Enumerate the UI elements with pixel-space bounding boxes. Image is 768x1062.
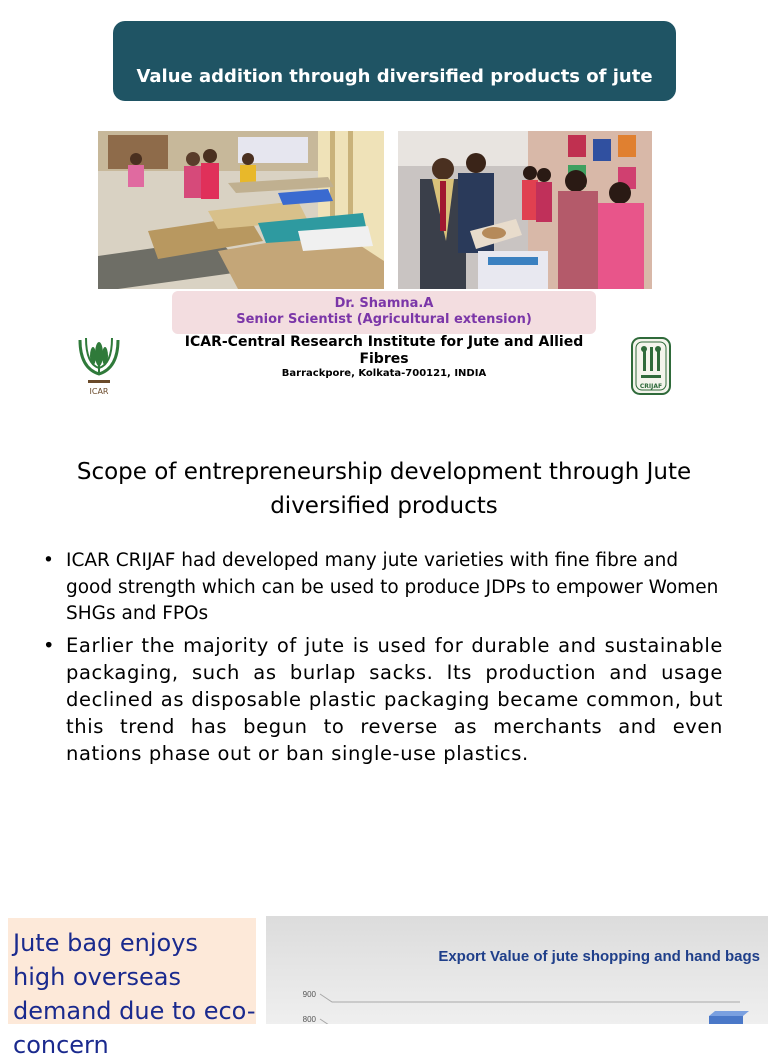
export-chart <box>266 916 768 1024</box>
y-tick-label: 900 <box>302 990 316 999</box>
gridline <box>320 994 740 1002</box>
bullet-item <box>40 548 723 628</box>
jute-products-photo <box>98 131 384 289</box>
bullet-text: Earlier the majority of jute is used for durable and sustainable packaging, such as burlap sacks. Its production and usage declined as disposable plastic packaging became common, but this trend has begun to reverse as merchants and even nations phase out or ban single-use plastics. <box>66 633 723 765</box>
bullet-text: ICAR CRIJAF had developed many jute varieties with fine fibre and good strength which can be used to produce JDPs to empower Women SHGs and FPOs <box>66 550 719 624</box>
bullet-list <box>40 548 723 767</box>
bullet-dot: • <box>43 550 54 571</box>
bullet-item <box>40 632 723 767</box>
author-box <box>172 291 596 334</box>
section-heading: Scope of entrepreneurship development through Jute diversified products <box>76 459 692 519</box>
gridline <box>320 1019 740 1024</box>
icar-logo-label: ICAR <box>89 387 109 396</box>
page-title: Value addition through diversified products of jute <box>136 66 653 87</box>
crijaf-logo-label: CRIJAF <box>639 383 663 390</box>
institute-address: Barrackpore, Kolkata-700121, INDIA <box>281 368 487 379</box>
bar-partial <box>709 1016 743 1024</box>
institute-name: ICAR-Central Research Institute for Jute and Allied Fibres <box>184 334 584 367</box>
chart-plot <box>266 916 768 1024</box>
bullet-dot: • <box>43 633 56 657</box>
crijaf-logo <box>631 337 671 395</box>
bar-partial-top <box>709 1011 749 1016</box>
callout-box <box>8 918 256 1059</box>
title-banner <box>113 21 676 101</box>
icar-logo <box>74 334 124 396</box>
callout-text: Jute bag enjoys high overseas demand due to eco-concern <box>13 929 256 1059</box>
y-tick-label: 800 <box>302 1015 316 1024</box>
author-designation: Senior Scientist (Agricultural extension) <box>236 312 532 327</box>
exhibition-photo <box>398 131 652 289</box>
author-name: Dr. Shamna.A <box>334 296 434 311</box>
chart-title: Export Value of jute shopping and hand bags <box>438 948 760 965</box>
